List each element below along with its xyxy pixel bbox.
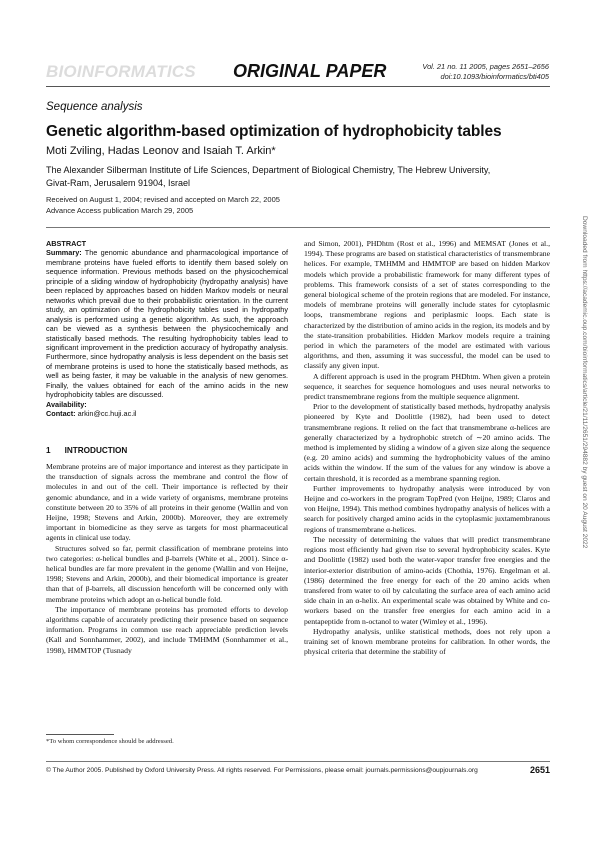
- author-list: Moti Zviling, Hadas Leonov and Isaiah T. Arkin*: [46, 145, 276, 157]
- section-heading-text: INTRODUCTION: [64, 446, 128, 455]
- body-paragraph: Prior to the development of statistically based methods, hydropathy analysis pioneered by Kyte and Doolittle (1982), had been used to detect transmembrane regions. It relied on the fact that transmembrane α-helices are generally characterized by a hydrophobic stretch of ∼20 amino acids. The method is implemented by sliding a window of a given size along the sequence (e.g. 20 amino acids) and summing the hydrophobicity values of the amino acids within the window. If the sum of the values for any window is above a certain threshold, it is recorded as a membrane spanning region.: [304, 402, 550, 483]
- doi-line: doi:10.1093/bioinformatics/bti405: [440, 72, 549, 81]
- abstract-summary: [46, 248, 288, 399]
- contact-email[interactable]: arkin@cc.huji.ac.il: [77, 409, 137, 419]
- section-heading-introduction: [46, 446, 127, 455]
- section-label: Sequence analysis: [46, 101, 143, 113]
- body-paragraph: and Simon, 2001), PHDhtm (Rost et al., 1996) and MEMSAT (Jones et al., 1994). These programs are based on statistical characteristics of transmembrane helices. For example, TMHMM and HMMTOP are based on hidden Markov models which provide a probabilistic framework for many different types of problems. This framework consists of a set of states corresponding to the general biological scheme of the protein regions that are modeled. For instance, models of membrane proteins will generally include states for cytoplasmic loops, transmembrane regions and periplasmic loops. Each state is characterized by the distribution of amino acids in the region, its models and by the state-transition probabilities. Hidden Markov models require a training period in which the parameters of the model are estimated with various algorithms, and then, assuming it was successful, the model can be used to classify any given input.: [304, 239, 550, 371]
- title-divider: [46, 227, 550, 228]
- right-column-body: [304, 239, 550, 657]
- body-paragraph: The importance of membrane proteins has promoted efforts to develop algorithms capable of accurately predicting their presence based on sequence information. Programs in common use reach appreciable prediction levels (Kall and Sonnhammer, 2002), and include TMHMM (Sonnhammer et al., 1998), HMMTOP (Tusnady: [46, 604, 288, 655]
- journal-logo: BIOINFORMATICS: [46, 62, 196, 81]
- copyright-notice: © The Author 2005. Published by Oxford University Press. All rights reserved. For Permissions, please email: journals.permissions@oupjournals.org: [46, 767, 478, 774]
- footer-divider: [46, 761, 550, 762]
- header-divider: [46, 86, 550, 87]
- summary-label: Summary:: [46, 248, 82, 258]
- body-paragraph: The necessity of determining the values that will predict transmembrane regions most efficiently had given rise to several hydrophobicity scales. Kyte and Doolittle (1982) used both the water-vapor transfer free energies and the interior-exterior distribution of amino-acids (Chothia, 1976). Engelman et al. (1986) determined the free energy for each of the 20 amino acids when transfered from water to oil by calculating the surface area of each amino acid side chain in an α-helix. An experimental scale was obtained by White and co-workers based on the transfer free energies for each amino acid in a pentapeptide from n-octanol to water (Wimley et al., 1996).: [304, 534, 550, 626]
- left-column-body: [46, 462, 288, 656]
- affiliation: The Alexander Silberman Institute of Life Sciences, Department of Biological Chemistry, The Hebrew University, Givat-Ram, Jerusalem 91904, Israel: [46, 165, 491, 188]
- availability-label: Availability:: [46, 399, 87, 409]
- section-number: 1: [46, 446, 51, 455]
- contact-label: Contact:: [46, 409, 76, 419]
- contact-line: [46, 409, 288, 418]
- paper-type-label: ORIGINAL PAPER: [233, 61, 387, 81]
- footnote-divider: [46, 734, 114, 735]
- journal-citation: [399, 62, 549, 82]
- body-paragraph: Structures solved so far, permit classification of membrane proteins into two categories: α-helical bundles and β-barrels (White et al., 2001). Since α-helical bundles are far more prevalent in the genome (Wallin and von Heijne, 1998; Stevens and Arkin, 2000b), and their biomedical importance is greater than that of β-barrels, all discussion henceforth will be concerned only with membrane proteins which adopt an α-helical bundle fold.: [46, 543, 288, 604]
- body-paragraph: Further improvements to hydropathy analysis were introduced by von Heijne and co-workers in the program TopPred (von Heijne, 1989; Claros and von Heijne, 1994). This method combines hydropathy analysis of helices with a search for positively charged amino acids in the cytoplasmic juxtamembranous regions of transmembrane α-helices.: [304, 483, 550, 534]
- correspondence-footnote: *To whom correspondence should be addressed.: [46, 738, 174, 745]
- abstract-heading: ABSTRACT: [46, 239, 87, 248]
- advance-access-date: Advance Access publication March 29, 2005: [46, 206, 194, 215]
- body-paragraph: Membrane proteins are of major importance and interest as they participate in the transduction of signals across the membrane and control the flow of molecules in and out of the cell. Their importance is reflected by their genomic abundance, and in a wide variety of organisms, membrane proteins constitute between 20 to 35% of all proteins in their genome (Wallin and von Heijne, 1998; Stevens and Arkin, 2000b). Moreover, they are extremely important in biomedicine as they serve as targets for most pharmaceutical agents in clinical use today.: [46, 462, 288, 543]
- received-date: Received on August 1, 2004; revised and accepted on March 22, 2005: [46, 195, 280, 204]
- summary-text: The genomic abundance and pharmacological importance of membrane proteins have fueled efforts to identify them based solely on sequence information. Previous methods based on the physicochemical principle of a sliding window of hydrophobicity (hydropathy analysis) have been replaced by approaches based on hidden Markov models or neural networks which prevail due to their probabilistic orientation. In the current study, an optimization of the hydrophobicity tables used in hydropathy analysis is performed using a genetic algorithm. As such, the approach can be viewed as a synthesis between the physicochemically and statistically based methods. The resulting hydrophobicity tables lead to significant improvement in the prediction accuracy of hydropathy analysis. Furthermore, since hydropathy analysis is less dependent on the basis set of membrane proteins is used to hone the statistically based methods, as well as being faster, it may be valuable in the analysis of new genomes. Finally, the values obtained for each of the amino acids in the new hydrophobicity tables are discussed.: [46, 248, 288, 400]
- body-paragraph: A different approach is used in the program PHDhtm. When given a protein sequence, it searches for sequence homologues and uses neural networks to predict transmembrane regions from the multiple sequence alignment.: [304, 371, 550, 402]
- download-watermark: [578, 216, 588, 676]
- abstract: [46, 239, 288, 419]
- body-paragraph: Hydropathy analysis, unlike statistical methods, does not rely upon a training set of known membrane proteins for calibration. In other words, the physical criteria that determine the stability of: [304, 626, 550, 657]
- watermark-text: Downloaded from https://academic.oup.com/bioinformatics/article/21/11/2651/294882 by guest on 20 August 2022: [581, 216, 588, 549]
- volume-line: Vol. 21 no. 11 2005, pages 2651–2656: [422, 62, 549, 71]
- page-number: 2651: [530, 765, 551, 775]
- article-title: Genetic algorithm-based optimization of hydrophobicity tables: [46, 123, 502, 140]
